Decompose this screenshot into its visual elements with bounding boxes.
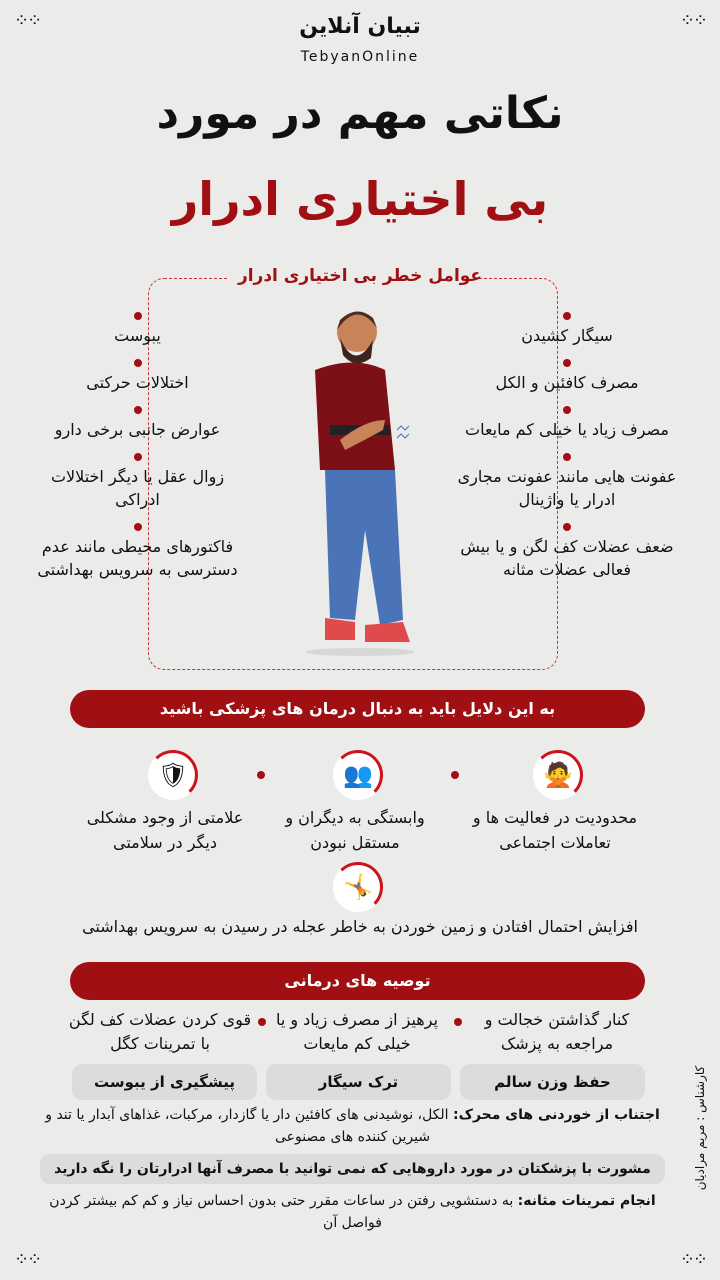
recommendations-details [40, 1104, 665, 1234]
recommendation-3: قوی کردن عضلات کف لگن با تمرینات کگل [68, 1010, 252, 1053]
pill-quit-smoking: ترک سیگار [266, 1064, 451, 1100]
credit: کارشناس : مریم مرادیان [693, 1065, 707, 1191]
risk-left-entry [30, 453, 245, 511]
corner-ornament-icon: ⁘⁘ [679, 1249, 706, 1270]
risk-right-2: مصرف کافئین و الکل [495, 373, 639, 392]
recommendation-1: کنار گذاشتن خجالت و مراجعه به پزشک [484, 1010, 630, 1053]
bladder-label: انجام تمرینات مثانه: [517, 1193, 656, 1209]
risk-left-2: اختلالات حرکتی [86, 373, 189, 392]
risk-right-entry [452, 406, 682, 441]
risk-left-3: عوارض جانبی برخی دارو [54, 420, 221, 439]
restriction-icon: 🙅 [533, 750, 583, 800]
bullet-dot [451, 771, 459, 779]
recommendations-heading-bar: توصیه های درمانی [70, 962, 645, 1000]
avoid-text: الکل، نوشیدنی های کافئین دار یا گازدار، مرکبات، غذاهای آبدار یا تند و شیرین کننده های مصنوعی [45, 1107, 449, 1145]
risk-right-column [452, 312, 682, 581]
risk-left-5: فاکتورهای محیطی مانند عدم دسترسی به سرویس بهداشتی [37, 537, 238, 579]
risk-right-entry [452, 312, 682, 347]
risk-left-4: زوال عقل یا دیگر اختلالات ادراکی [50, 467, 225, 509]
risk-right-4: عفونت هایی مانند عفونت مجاری ادرار یا واژینال [457, 467, 677, 509]
man-illustration [285, 300, 435, 660]
pill-healthy-weight: حفظ وزن سالم [460, 1064, 645, 1100]
bullet-dot [134, 406, 142, 414]
risk-right-5: ضعف عضلات کف لگن و یا بیش فعالی عضلات مثانه [460, 537, 674, 579]
consequence-1: محدودیت در فعالیت ها و تعاملات اجتماعی [472, 808, 638, 852]
fall-icon: 🤸 [333, 862, 383, 912]
corner-ornament-icon: ⁘⁘ [14, 10, 41, 31]
title-line-1: نکاتی مهم در مورد [156, 88, 564, 139]
risk-right-entry [452, 453, 682, 511]
bullet-dot [134, 523, 142, 531]
corner-ornament-icon: ⁘⁘ [679, 10, 706, 31]
bullet-dot [563, 523, 571, 531]
risk-right-3: مصرف زیاد یا خیلی کم مایعات [465, 420, 669, 439]
consequence-3: علامتی از وجود مشکلی دیگر در سلامتی [86, 808, 244, 852]
dependency-icon: 👥 [333, 750, 383, 800]
bullet-dot [258, 1018, 266, 1026]
bullet-dot [454, 1018, 462, 1026]
bullet-dot [563, 359, 571, 367]
risk-factors-heading: عوامل خطر بی اختیاری ادرار [237, 266, 483, 286]
bullet-dot [563, 453, 571, 461]
consequences-heading-bar: به این دلایل باید به دنبال درمان های پزشکی باشید [70, 690, 645, 728]
risk-right-entry [452, 359, 682, 394]
risk-right-entry [452, 523, 682, 581]
avoid-irritants [40, 1104, 665, 1148]
consult-doctor: مشورت با پزشکتان در مورد داروهایی که نمی توانید با مصرف آنها ادرارتان را نگه دارید [40, 1154, 665, 1184]
avoid-label: اجتناب از خوردنی های محرک: [453, 1107, 660, 1123]
bullet-dot [257, 771, 265, 779]
bullet-dot [134, 359, 142, 367]
risk-left-column [30, 312, 245, 581]
consequence-fall: افزایش احتمال افتادن و زمین خوردن به خاطر عجله در رسیدن به سرویس بهداشتی [82, 917, 638, 936]
logo-subtitle: TebyanOnline [300, 49, 420, 65]
recommendation-2: پرهیز از مصرف زیاد و یا خیلی کم مایعات [275, 1010, 439, 1053]
pill-prevent-constipation: پیشگیری از یبوست [72, 1064, 257, 1100]
bullet-dot [134, 312, 142, 320]
risk-right-1: سیگار کشیدن [521, 326, 613, 345]
bullet-dot [563, 406, 571, 414]
bullet-dot [134, 453, 142, 461]
risk-left-entry [30, 359, 245, 394]
risk-left-1: یبوست [114, 326, 161, 345]
bladder-text: به دستشویی رفتن در ساعات مقرر حتی بدون احساس نیاز و کم کم بیشتر کردن فواصل آن [49, 1193, 514, 1231]
health-shield-icon: 🛡 [148, 750, 198, 800]
risk-left-entry [30, 406, 245, 441]
bladder-training [40, 1190, 665, 1234]
bullet-dot [563, 312, 571, 320]
risk-left-entry [30, 523, 245, 581]
logo: تبیان آنلاین [299, 14, 421, 39]
corner-ornament-icon: ⁘⁘ [14, 1249, 41, 1270]
consequence-2: وابستگی به دیگران و مستقل نبودن [285, 808, 425, 852]
risk-left-entry [30, 312, 245, 347]
title-line-2: بی اختیاری ادرار [171, 172, 549, 226]
